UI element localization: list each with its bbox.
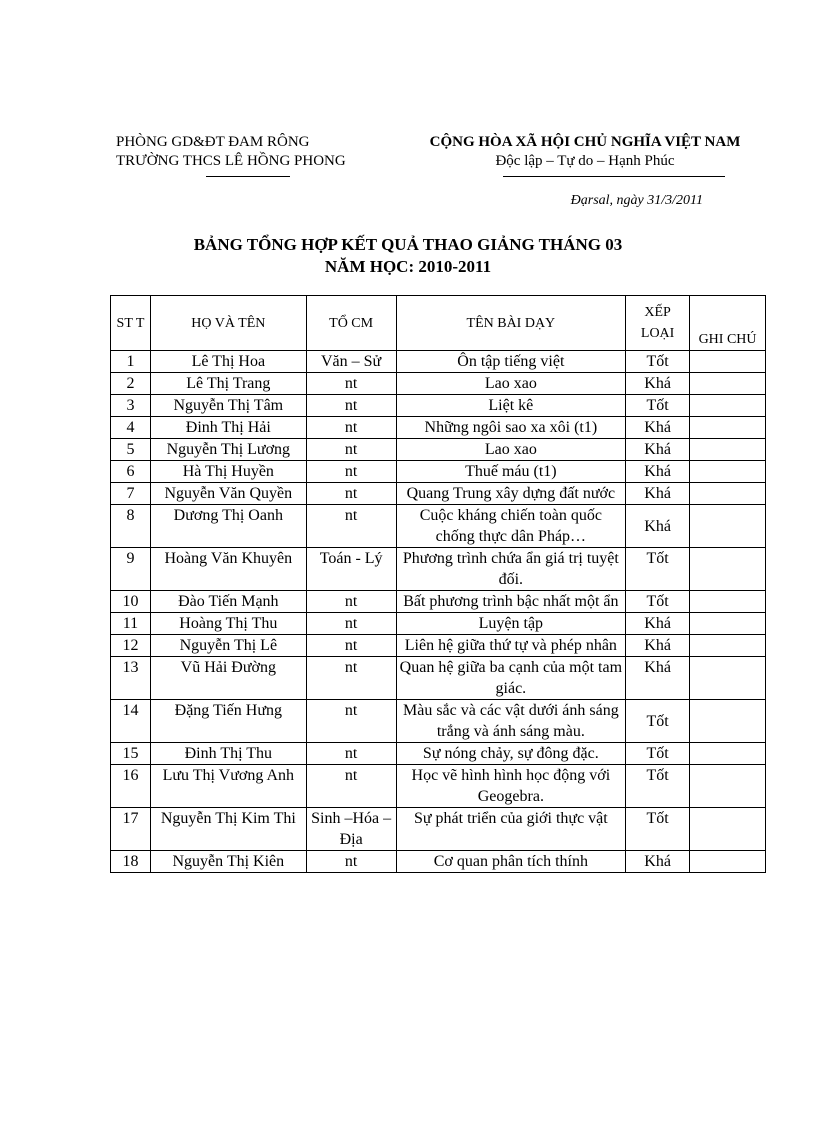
table-row (111, 548, 766, 591)
cell-rank: Tốt (626, 808, 690, 851)
cell-stt: 14 (111, 700, 151, 743)
cell-name: Nguyễn Thị Lê (150, 635, 306, 657)
cell-rank: Khá (626, 417, 690, 439)
cell-name: Nguyễn Thị Kiên (150, 851, 306, 873)
cell-rank: Khá (626, 851, 690, 873)
cell-lesson: Lao xao (396, 373, 626, 395)
table-row (111, 461, 766, 483)
col-header-lesson: TÊN BÀI DẠY (396, 296, 626, 351)
cell-note (690, 808, 766, 851)
results-table (110, 295, 766, 873)
table-row (111, 657, 766, 700)
table-row (111, 351, 766, 373)
cell-group: nt (306, 851, 396, 873)
cell-lesson: Phương trình chứa ẩn giá trị tuyệt đối. (396, 548, 626, 591)
cell-stt: 4 (111, 417, 151, 439)
cell-group: nt (306, 657, 396, 700)
cell-rank: Tốt (626, 743, 690, 765)
table-row (111, 808, 766, 851)
cell-stt: 13 (111, 657, 151, 700)
cell-group: nt (306, 743, 396, 765)
cell-name: Lê Thị Trang (150, 373, 306, 395)
col-header-name: HỌ VÀ TÊN (150, 296, 306, 351)
cell-stt: 2 (111, 373, 151, 395)
cell-stt: 8 (111, 505, 151, 548)
cell-rank: Tốt (626, 765, 690, 808)
cell-lesson: Cuộc kháng chiến toàn quốc chống thực dân Pháp… (396, 505, 626, 548)
cell-stt: 6 (111, 461, 151, 483)
cell-stt: 16 (111, 765, 151, 808)
cell-rank: Tốt (626, 395, 690, 417)
cell-name: Hoàng Văn Khuyên (150, 548, 306, 591)
cell-lesson: Học vẽ hình hình học động với Geogebra. (396, 765, 626, 808)
header-left (116, 133, 386, 171)
cell-lesson: Liên hệ giữa thứ tự và phép nhân (396, 635, 626, 657)
cell-note (690, 351, 766, 373)
cell-group: Văn – Sử (306, 351, 396, 373)
header-left-underline (206, 176, 290, 177)
table-body (111, 351, 766, 873)
cell-name: Nguyễn Thị Tâm (150, 395, 306, 417)
cell-rank: Khá (626, 461, 690, 483)
cell-lesson: Màu sắc và các vật dưới ánh sáng trắng và ánh sáng màu. (396, 700, 626, 743)
cell-stt: 18 (111, 851, 151, 873)
cell-note (690, 700, 766, 743)
cell-group: nt (306, 483, 396, 505)
cell-stt: 11 (111, 613, 151, 635)
cell-rank: Tốt (626, 700, 690, 743)
cell-stt: 15 (111, 743, 151, 765)
table-row (111, 635, 766, 657)
cell-group: nt (306, 505, 396, 548)
cell-group: Sinh –Hóa – Địa (306, 808, 396, 851)
cell-note (690, 765, 766, 808)
cell-note (690, 613, 766, 635)
cell-note (690, 657, 766, 700)
table-row (111, 417, 766, 439)
cell-group: nt (306, 591, 396, 613)
cell-lesson: Quan hệ giữa ba cạnh của một tam giác. (396, 657, 626, 700)
cell-lesson: Sự phát triển của giới thực vật (396, 808, 626, 851)
cell-lesson: Cơ quan phân tích thính (396, 851, 626, 873)
table-row (111, 765, 766, 808)
school-year: NĂM HỌC: 2010-2011 (324, 257, 492, 276)
table-row (111, 591, 766, 613)
cell-note (690, 591, 766, 613)
cell-name: Nguyễn Thị Kim Thi (150, 808, 306, 851)
cell-group: Toán - Lý (306, 548, 396, 591)
cell-note (690, 851, 766, 873)
table-row (111, 373, 766, 395)
table-row (111, 439, 766, 461)
cell-stt: 7 (111, 483, 151, 505)
school-name: TRƯỜNG THCS LÊ HỒNG PHONG (116, 153, 346, 169)
cell-stt: 3 (111, 395, 151, 417)
cell-note (690, 505, 766, 548)
col-header-note: GHI CHÚ (690, 296, 766, 351)
cell-name: Hà Thị Huyền (150, 461, 306, 483)
cell-group: nt (306, 395, 396, 417)
cell-stt: 12 (111, 635, 151, 657)
cell-lesson: Bất phương trình bậc nhất một ẩn (396, 591, 626, 613)
table-row (111, 505, 766, 548)
cell-name: Nguyễn Văn Quyền (150, 483, 306, 505)
header-right (405, 133, 765, 171)
table-row (111, 743, 766, 765)
cell-lesson: Quang Trung xây dựng đất nước (396, 483, 626, 505)
department-name: PHÒNG GD&ĐT ĐAM RÔNG (116, 134, 310, 150)
cell-name: Đặng Tiến Hưng (150, 700, 306, 743)
cell-rank: Khá (626, 635, 690, 657)
col-header-stt: ST T (111, 296, 151, 351)
cell-rank: Khá (626, 505, 690, 548)
cell-stt: 10 (111, 591, 151, 613)
table-row (111, 700, 766, 743)
motto: Độc lập – Tự do – Hạnh Phúc (495, 153, 675, 169)
table-header-row (111, 296, 766, 351)
cell-stt: 5 (111, 439, 151, 461)
cell-group: nt (306, 700, 396, 743)
cell-rank: Khá (626, 483, 690, 505)
cell-name: Vũ Hải Đường (150, 657, 306, 700)
cell-note (690, 373, 766, 395)
cell-stt: 9 (111, 548, 151, 591)
header-right-underline (503, 176, 725, 177)
cell-name: Đào Tiến Mạnh (150, 591, 306, 613)
cell-name: Đinh Thị Thu (150, 743, 306, 765)
cell-note (690, 417, 766, 439)
col-header-group: TỔ CM (306, 296, 396, 351)
cell-group: nt (306, 461, 396, 483)
cell-note (690, 395, 766, 417)
cell-lesson: Lao xao (396, 439, 626, 461)
document-title: BẢNG TỔNG HỢP KẾT QUẢ THAO GIẢNG THÁNG 03 (193, 235, 623, 254)
cell-group: nt (306, 373, 396, 395)
cell-name: Hoàng Thị Thu (150, 613, 306, 635)
cell-name: Lê Thị Hoa (150, 351, 306, 373)
cell-name: Lưu Thị Vương Anh (150, 765, 306, 808)
cell-note (690, 461, 766, 483)
cell-lesson: Sự nóng chảy, sự đông đặc. (396, 743, 626, 765)
cell-rank: Khá (626, 613, 690, 635)
cell-rank: Tốt (626, 351, 690, 373)
cell-stt: 17 (111, 808, 151, 851)
cell-rank: Khá (626, 439, 690, 461)
cell-note (690, 548, 766, 591)
cell-lesson: Thuế máu (t1) (396, 461, 626, 483)
cell-name: Đinh Thị Hải (150, 417, 306, 439)
cell-rank: Tốt (626, 591, 690, 613)
cell-group: nt (306, 613, 396, 635)
col-header-rank: XẾP LOẠI (626, 296, 690, 351)
cell-lesson: Những ngôi sao xa xôi (t1) (396, 417, 626, 439)
cell-name: Dương Thị Oanh (150, 505, 306, 548)
table-row (111, 851, 766, 873)
cell-lesson: Ôn tập tiếng việt (396, 351, 626, 373)
cell-lesson: Luyện tập (396, 613, 626, 635)
document-date: Đạrsal, ngày 31/3/2011 (570, 193, 703, 208)
cell-lesson: Liệt kê (396, 395, 626, 417)
cell-group: nt (306, 439, 396, 461)
table-row (111, 483, 766, 505)
cell-note (690, 743, 766, 765)
table-row (111, 395, 766, 417)
cell-group: nt (306, 417, 396, 439)
cell-rank: Tốt (626, 548, 690, 591)
cell-note (690, 483, 766, 505)
cell-name: Nguyễn Thị Lương (150, 439, 306, 461)
table-row (111, 613, 766, 635)
cell-stt: 1 (111, 351, 151, 373)
cell-group: nt (306, 635, 396, 657)
cell-rank: Khá (626, 373, 690, 395)
cell-note (690, 439, 766, 461)
cell-group: nt (306, 765, 396, 808)
country-name: CỘNG HÒA XÃ HỘI CHỦ NGHĨA VIỆT NAM (429, 134, 741, 150)
cell-rank: Khá (626, 657, 690, 700)
cell-note (690, 635, 766, 657)
